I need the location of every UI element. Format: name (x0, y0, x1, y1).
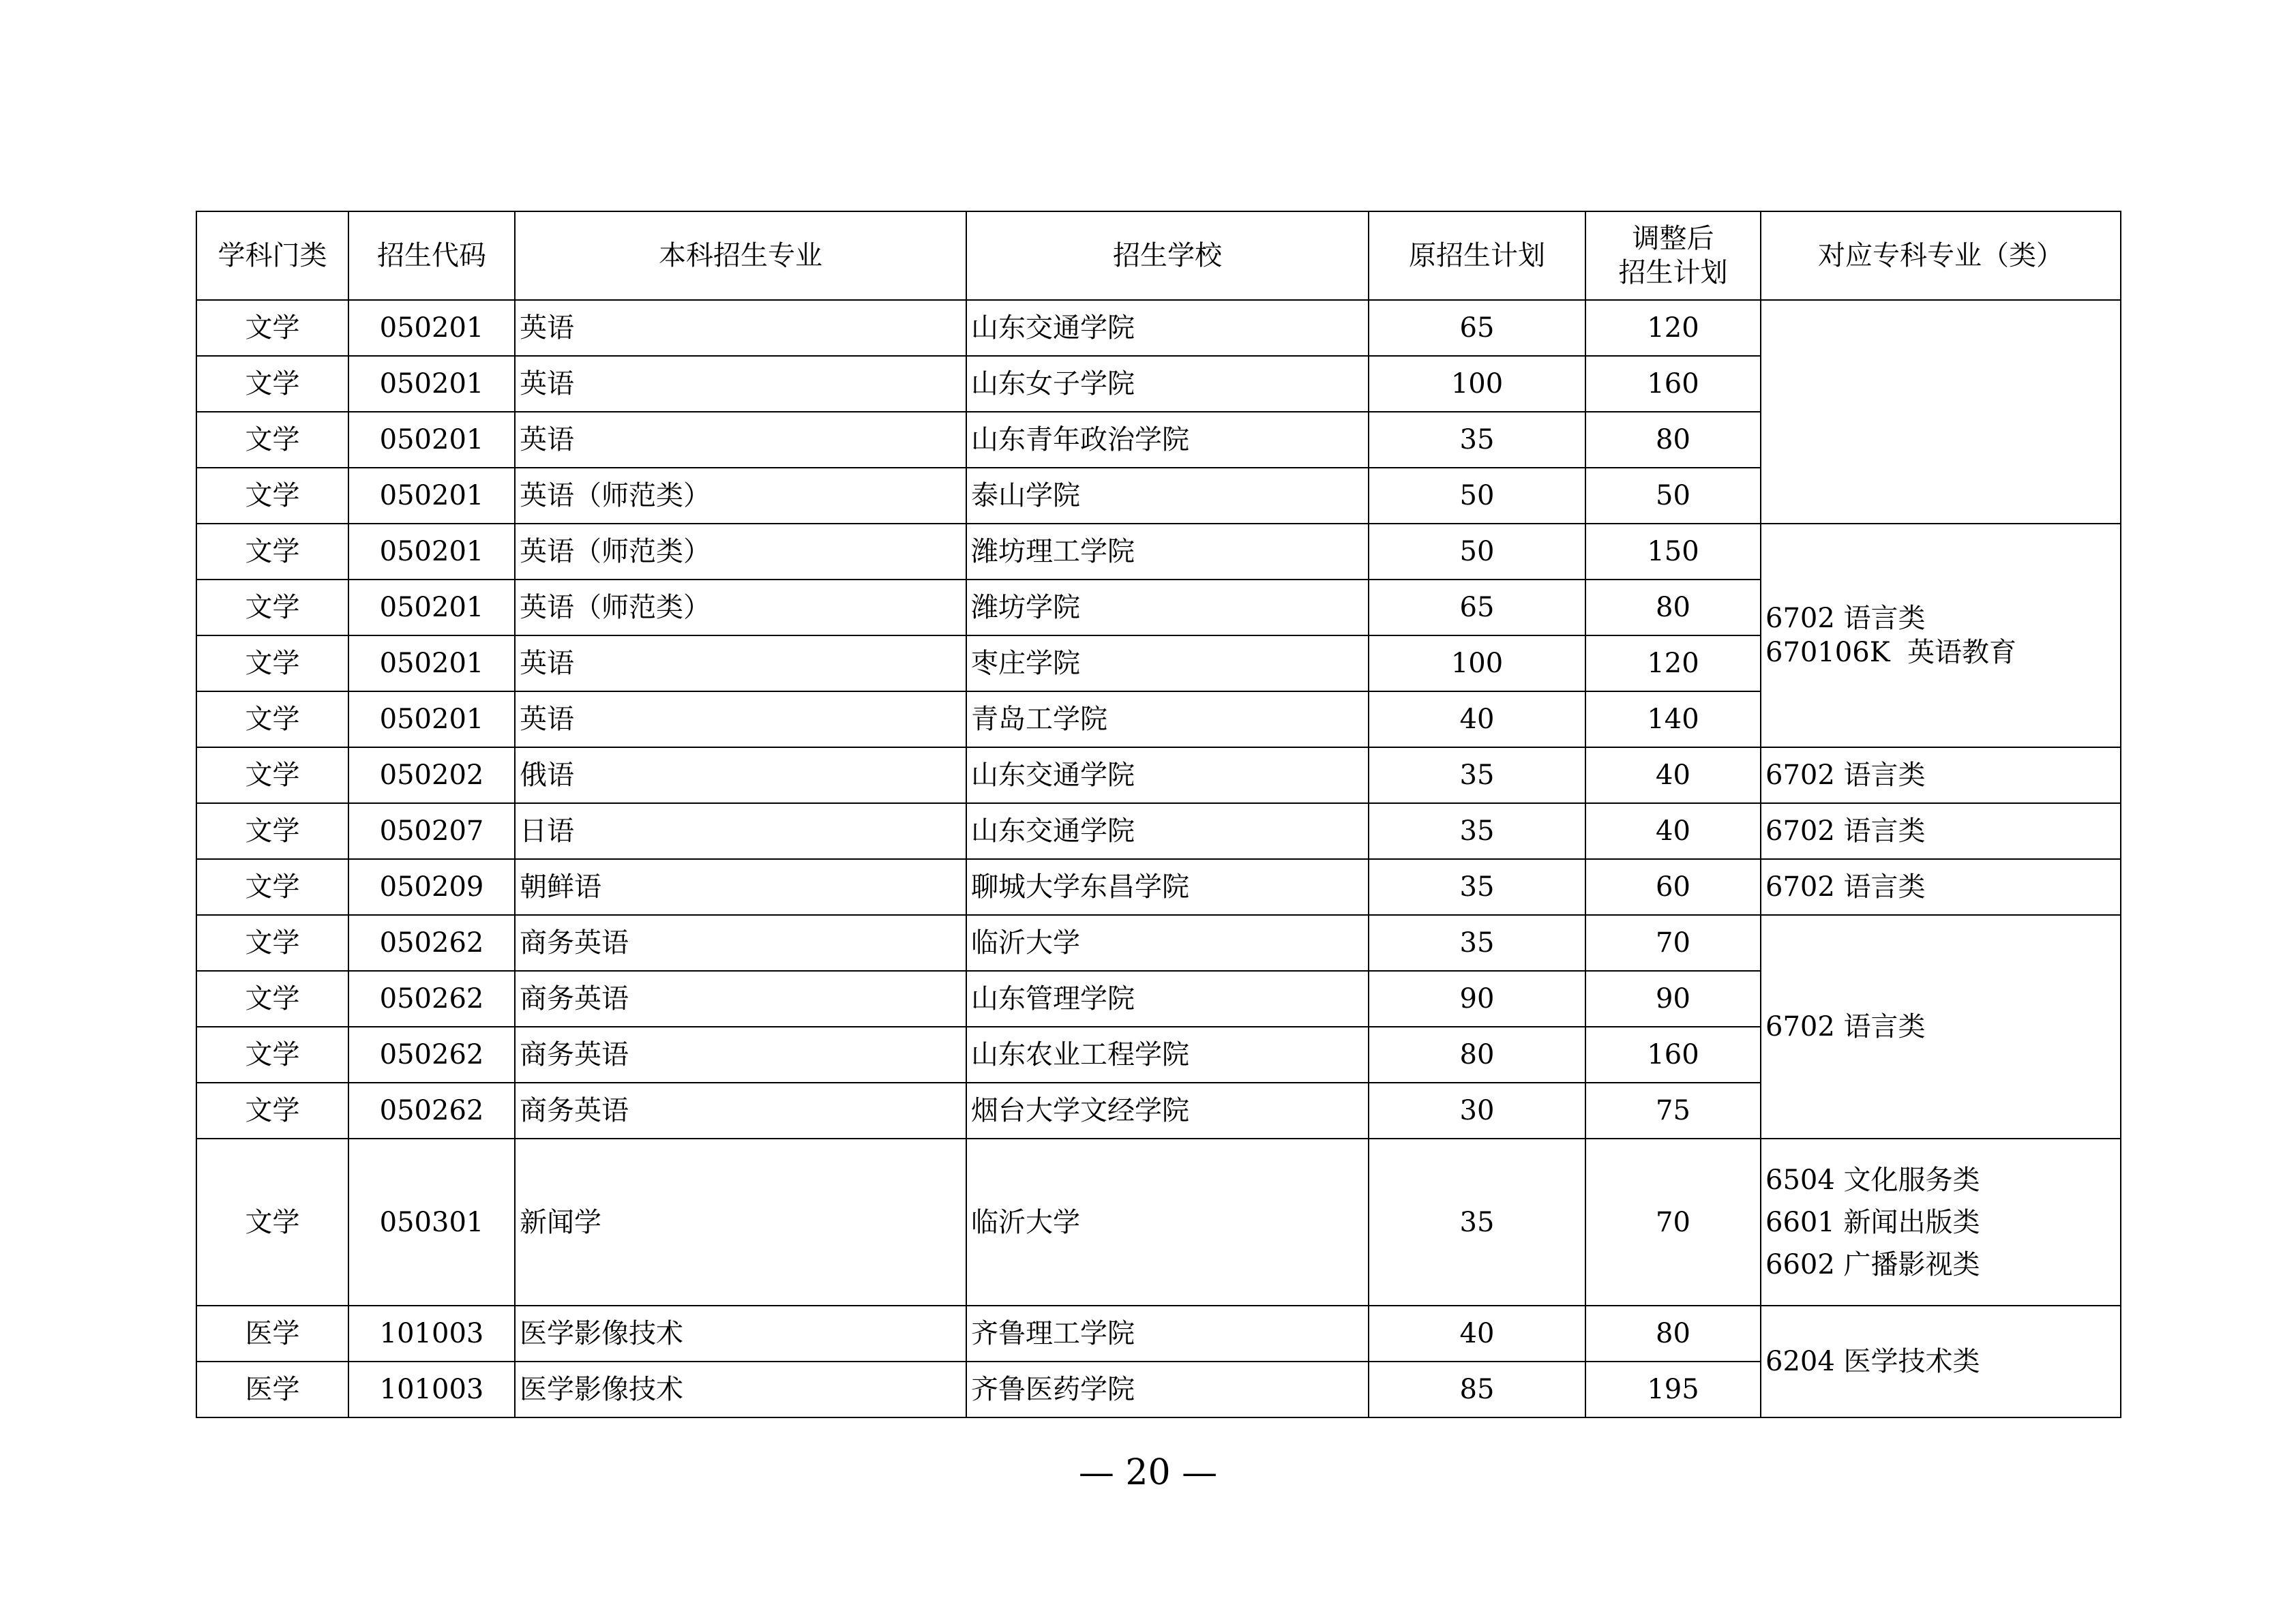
header-adjusted-plan (1585, 211, 1761, 300)
cell-major: 英语（师范类） (515, 580, 966, 635)
cell-major: 英语 (515, 356, 966, 412)
cell-major: 商务英语 (515, 971, 966, 1027)
cell-category: 文学 (196, 971, 348, 1027)
cell-school: 潍坊学院 (966, 580, 1369, 635)
cell-original-plan: 100 (1369, 356, 1585, 412)
cell-original-plan: 85 (1369, 1362, 1585, 1417)
cell-category: 文学 (196, 468, 348, 524)
cell-school: 山东女子学院 (966, 356, 1369, 412)
cell-original-plan: 35 (1369, 1139, 1585, 1306)
table-row (196, 524, 2121, 580)
cell-original-plan: 65 (1369, 300, 1585, 356)
cell-major: 俄语 (515, 747, 966, 803)
cell-adjusted-plan: 70 (1585, 915, 1761, 971)
cell-major: 英语（师范类） (515, 468, 966, 524)
cell-major: 新闻学 (515, 1139, 966, 1306)
cell-adjusted-plan: 120 (1585, 635, 1761, 691)
cell-school: 齐鲁医药学院 (966, 1362, 1369, 1417)
cell-corresponding-group-4 (1761, 859, 2121, 915)
cell-adjusted-plan: 160 (1585, 1027, 1761, 1083)
header-adjusted-plan-line2: 招生计划 (1618, 257, 1728, 288)
cell-original-plan: 50 (1369, 524, 1585, 580)
header-original-plan: 原招生计划 (1369, 211, 1585, 300)
cell-category: 文学 (196, 747, 348, 803)
cell-code: 050201 (348, 468, 515, 524)
cell-code: 050262 (348, 971, 515, 1027)
cell-school: 青岛工学院 (966, 691, 1369, 747)
cell-category: 文学 (196, 915, 348, 971)
cell-original-plan: 65 (1369, 580, 1585, 635)
cell-adjusted-plan: 80 (1585, 580, 1761, 635)
cell-adjusted-plan: 150 (1585, 524, 1761, 580)
enrollment-plan-table (196, 211, 2121, 1418)
corresponding-line: 6702 语言类 (1765, 871, 1926, 903)
cell-original-plan: 35 (1369, 915, 1585, 971)
cell-adjusted-plan: 75 (1585, 1083, 1761, 1139)
cell-code: 050262 (348, 1083, 515, 1139)
table-header-row (196, 211, 2121, 300)
header-major: 本科招生专业 (515, 211, 966, 300)
cell-major: 商务英语 (515, 1083, 966, 1139)
cell-corresponding-group-0 (1761, 300, 2121, 524)
cell-adjusted-plan: 195 (1585, 1362, 1761, 1417)
cell-code: 101003 (348, 1306, 515, 1362)
cell-adjusted-plan: 70 (1585, 1139, 1761, 1306)
cell-original-plan: 35 (1369, 412, 1585, 468)
corresponding-line: 6702 语言类 (1765, 603, 1926, 634)
cell-adjusted-plan: 80 (1585, 412, 1761, 468)
cell-major: 商务英语 (515, 1027, 966, 1083)
cell-category: 文学 (196, 300, 348, 356)
cell-category: 文学 (196, 859, 348, 915)
cell-original-plan: 100 (1369, 635, 1585, 691)
cell-code: 050202 (348, 747, 515, 803)
cell-major: 医学影像技术 (515, 1306, 966, 1362)
header-code: 招生代码 (348, 211, 515, 300)
corresponding-line: 6702 语言类 (1765, 1011, 1926, 1042)
cell-major: 英语 (515, 300, 966, 356)
cell-adjusted-plan: 50 (1585, 468, 1761, 524)
cell-major: 朝鲜语 (515, 859, 966, 915)
cell-corresponding-group-2 (1761, 747, 2121, 803)
table-row (196, 803, 2121, 859)
cell-category: 医学 (196, 1362, 348, 1417)
cell-original-plan: 50 (1369, 468, 1585, 524)
cell-major: 英语（师范类） (515, 524, 966, 580)
cell-school: 山东交通学院 (966, 747, 1369, 803)
cell-school: 山东青年政治学院 (966, 412, 1369, 468)
corresponding-line: 6504 文化服务类 (1765, 1164, 1980, 1196)
cell-category: 文学 (196, 356, 348, 412)
header-adjusted-plan-line1: 调整后 (1632, 223, 1714, 254)
cell-school: 枣庄学院 (966, 635, 1369, 691)
cell-code: 050201 (348, 524, 515, 580)
cell-adjusted-plan: 40 (1585, 747, 1761, 803)
cell-code: 050201 (348, 580, 515, 635)
cell-major: 商务英语 (515, 915, 966, 971)
cell-adjusted-plan: 40 (1585, 803, 1761, 859)
cell-corresponding-group-7 (1761, 1306, 2121, 1417)
corresponding-line: 6702 语言类 (1765, 815, 1926, 847)
header-corresponding: 对应专科专业（类） (1761, 211, 2121, 300)
cell-corresponding-group-6 (1761, 1139, 2121, 1306)
cell-code: 050262 (348, 915, 515, 971)
cell-school: 齐鲁理工学院 (966, 1306, 1369, 1362)
cell-original-plan: 40 (1369, 1306, 1585, 1362)
table-row (196, 1306, 2121, 1362)
cell-school: 山东农业工程学院 (966, 1027, 1369, 1083)
cell-school: 潍坊理工学院 (966, 524, 1369, 580)
cell-category: 文学 (196, 1027, 348, 1083)
cell-major: 日语 (515, 803, 966, 859)
corresponding-line: 6602 广播影视类 (1765, 1248, 1980, 1280)
cell-corresponding-group-1 (1761, 524, 2121, 747)
cell-school: 山东交通学院 (966, 300, 1369, 356)
cell-category: 医学 (196, 1306, 348, 1362)
cell-original-plan: 90 (1369, 971, 1585, 1027)
cell-code: 050201 (348, 691, 515, 747)
cell-code: 050207 (348, 803, 515, 859)
cell-major: 英语 (515, 691, 966, 747)
page-number: — 20 — (1078, 1452, 1218, 1493)
cell-category: 文学 (196, 524, 348, 580)
header-school: 招生学校 (966, 211, 1369, 300)
cell-school: 泰山学院 (966, 468, 1369, 524)
cell-original-plan: 80 (1369, 1027, 1585, 1083)
corresponding-line: 6601 新闻出版类 (1765, 1206, 1980, 1238)
cell-corresponding-group-3 (1761, 803, 2121, 859)
cell-corresponding-group-5 (1761, 915, 2121, 1139)
cell-original-plan: 30 (1369, 1083, 1585, 1139)
cell-adjusted-plan: 140 (1585, 691, 1761, 747)
cell-school: 烟台大学文经学院 (966, 1083, 1369, 1139)
cell-adjusted-plan: 120 (1585, 300, 1761, 356)
cell-category: 文学 (196, 635, 348, 691)
cell-category: 文学 (196, 412, 348, 468)
cell-code: 050301 (348, 1139, 515, 1306)
cell-code: 050201 (348, 412, 515, 468)
cell-adjusted-plan: 160 (1585, 356, 1761, 412)
table-row (196, 747, 2121, 803)
cell-code: 050209 (348, 859, 515, 915)
cell-category: 文学 (196, 1139, 348, 1306)
cell-major: 英语 (515, 412, 966, 468)
cell-adjusted-plan: 90 (1585, 971, 1761, 1027)
cell-school: 聊城大学东昌学院 (966, 859, 1369, 915)
cell-code: 050201 (348, 300, 515, 356)
corresponding-line: 6204 医学技术类 (1765, 1346, 1980, 1377)
cell-major: 英语 (515, 635, 966, 691)
cell-category: 文学 (196, 803, 348, 859)
cell-code: 050201 (348, 635, 515, 691)
cell-category: 文学 (196, 580, 348, 635)
cell-original-plan: 35 (1369, 747, 1585, 803)
cell-category: 文学 (196, 1083, 348, 1139)
corresponding-line: 6702 语言类 (1765, 760, 1926, 791)
cell-code: 101003 (348, 1362, 515, 1417)
cell-school: 临沂大学 (966, 915, 1369, 971)
table-row (196, 1139, 2121, 1306)
cell-original-plan: 35 (1369, 803, 1585, 859)
cell-major: 医学影像技术 (515, 1362, 966, 1417)
cell-adjusted-plan: 80 (1585, 1306, 1761, 1362)
cell-category: 文学 (196, 691, 348, 747)
cell-original-plan: 40 (1369, 691, 1585, 747)
table-row (196, 859, 2121, 915)
cell-code: 050201 (348, 356, 515, 412)
cell-original-plan: 35 (1369, 859, 1585, 915)
cell-adjusted-plan: 60 (1585, 859, 1761, 915)
table-row (196, 300, 2121, 356)
corresponding-line: 670106K 英语教育 (1765, 637, 2017, 668)
cell-school: 山东交通学院 (966, 803, 1369, 859)
header-category: 学科门类 (196, 211, 348, 300)
cell-school: 山东管理学院 (966, 971, 1369, 1027)
cell-school: 临沂大学 (966, 1139, 1369, 1306)
table-row (196, 915, 2121, 971)
cell-code: 050262 (348, 1027, 515, 1083)
